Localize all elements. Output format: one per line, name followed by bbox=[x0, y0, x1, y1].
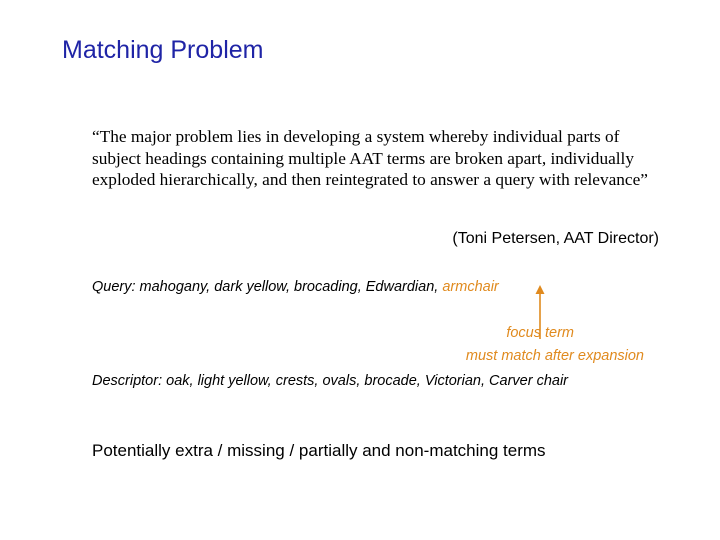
annotation-must-match: must match after expansion bbox=[465, 348, 644, 364]
descriptor-text: Descriptor: oak, light yellow, crests, ovals, brocade, Victorian, Carver chair bbox=[92, 373, 569, 389]
annotation-focus-term: focus term bbox=[506, 325, 574, 341]
query-line bbox=[92, 279, 499, 295]
summary-text: Potentially extra / missing / partially and non-matching terms bbox=[92, 441, 546, 460]
query-focus-term: armchair bbox=[442, 279, 499, 295]
quote-attribution: (Toni Petersen, AAT Director) bbox=[452, 230, 659, 247]
slide-title: Matching Problem bbox=[62, 36, 264, 64]
query-terms: Query: mahogany, dark yellow, brocading, Edwardian, bbox=[92, 279, 443, 295]
quote-text: “The major problem lies in developing a system whereby individual parts of subject headings containing multiple AAT terms are broken apart, individually exploded hierarchically, and then reintegrated to answer a query with relevance” bbox=[92, 127, 648, 189]
